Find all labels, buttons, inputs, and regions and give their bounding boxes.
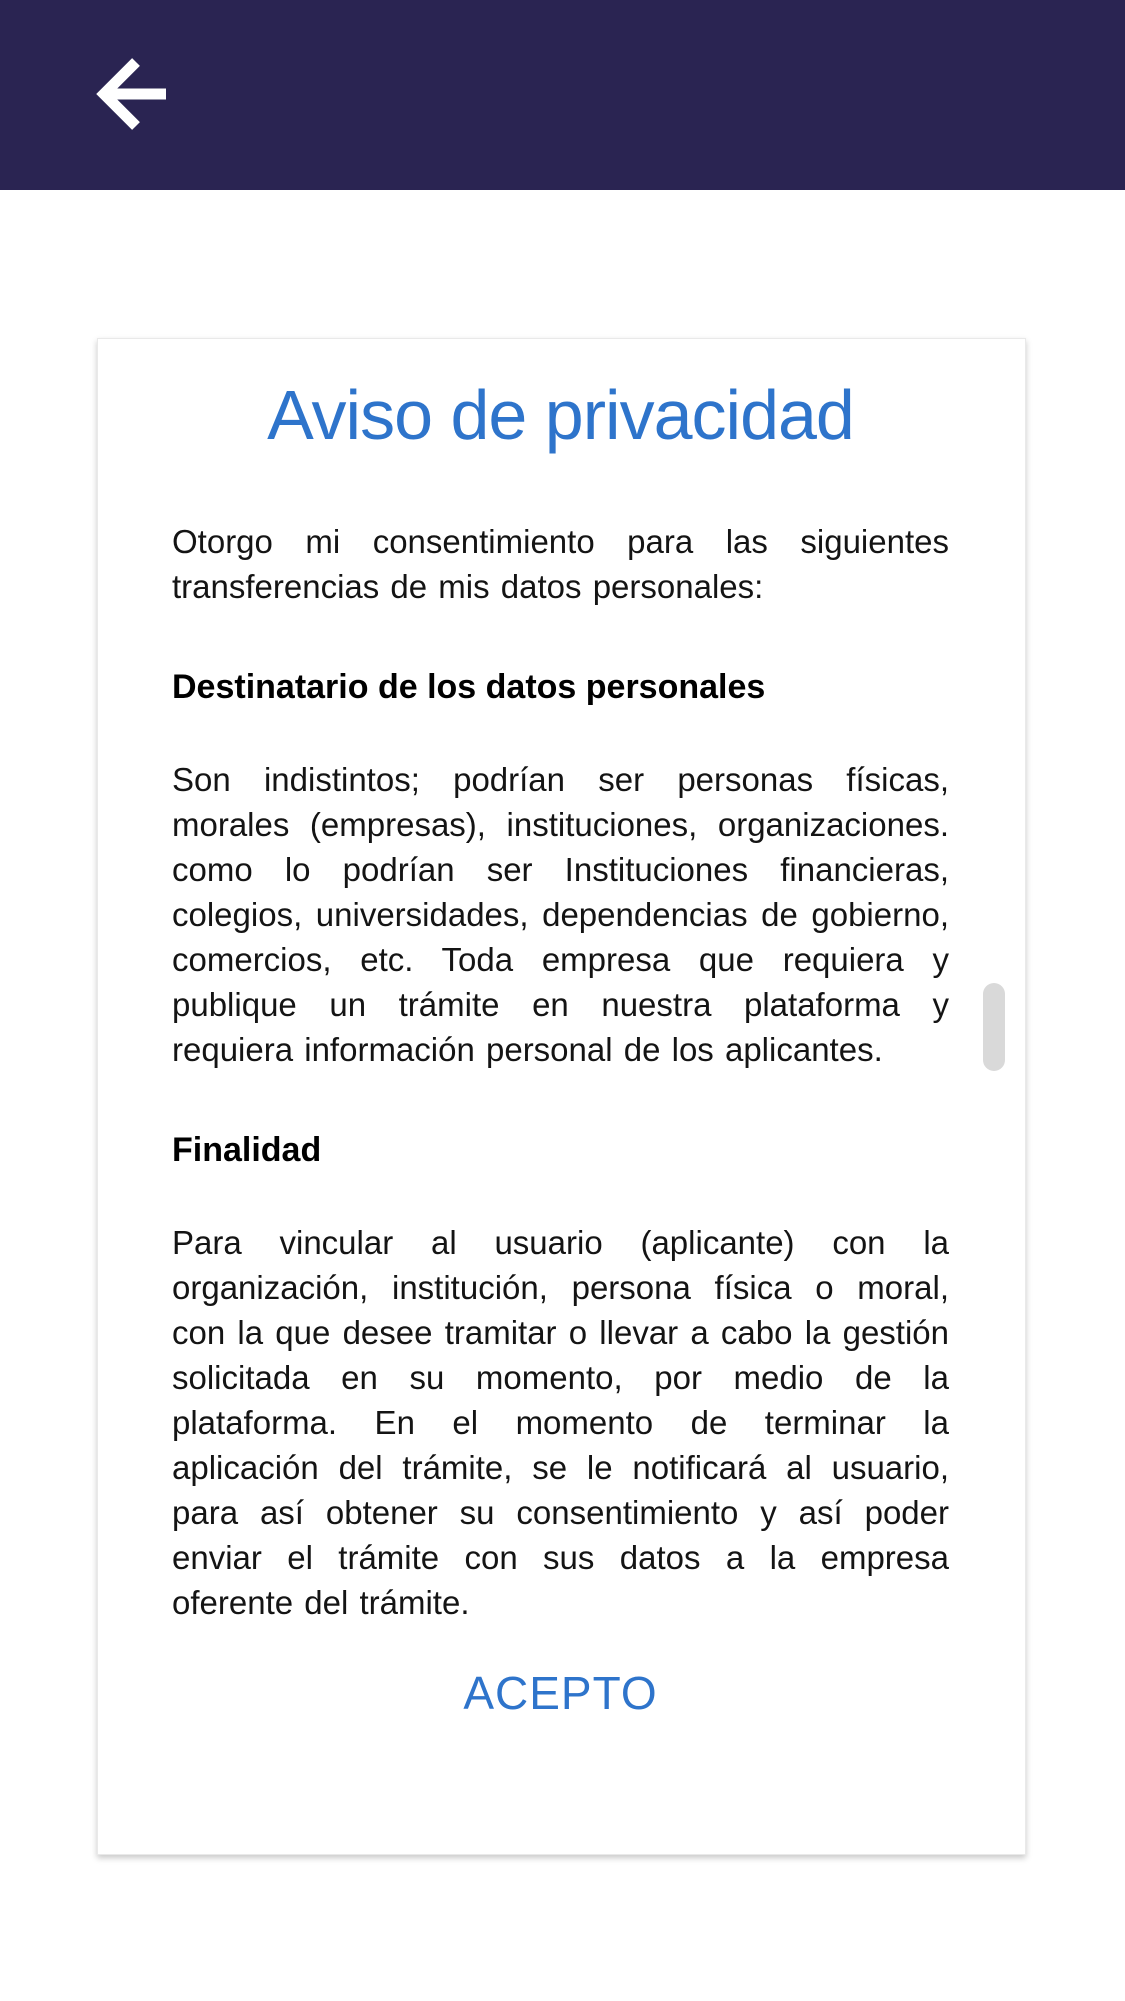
accept-button[interactable]: ACEPTO <box>463 1667 658 1719</box>
section-heading-finalidad: Finalidad <box>172 1131 322 1169</box>
page-title: Aviso de privacidad <box>267 376 854 454</box>
scrollbar-thumb[interactable] <box>983 983 1005 1071</box>
section-body-finalidad: Para vincular al usuario (aplicante) con la organización, institución, persona física o moral, con la que desee tramitar o llevar a cabo la gestión solicitada en su momento, por medio de la plataforma. En el momento de terminar la aplicación del trámite, se le notificará al usuario, para así obtener su consentimiento y así poder enviar el trámite con sus datos a la empresa oferente del trámite. <box>172 1224 949 1621</box>
app-header <box>0 0 1125 190</box>
intro-paragraph: Otorgo mi consentimiento para las siguientes transferencias de mis datos personales: <box>172 523 949 605</box>
back-button[interactable] <box>69 31 193 155</box>
arrow-left-icon <box>92 54 170 132</box>
section-body-destinatario: Son indistintos; podrían ser personas físicas, morales (empresas), instituciones, organizaciones. como lo podrían ser Instituciones financieras, colegios, universidades, dependencias de gobierno, comercios, etc. Toda empresa que requiera y publique un trámite en nuestra plataforma y requiera información personal de los aplicantes. <box>172 761 949 1068</box>
privacy-notice-card <box>97 338 1026 1855</box>
section-heading-destinatario: Destinatario de los datos personales <box>172 668 766 706</box>
